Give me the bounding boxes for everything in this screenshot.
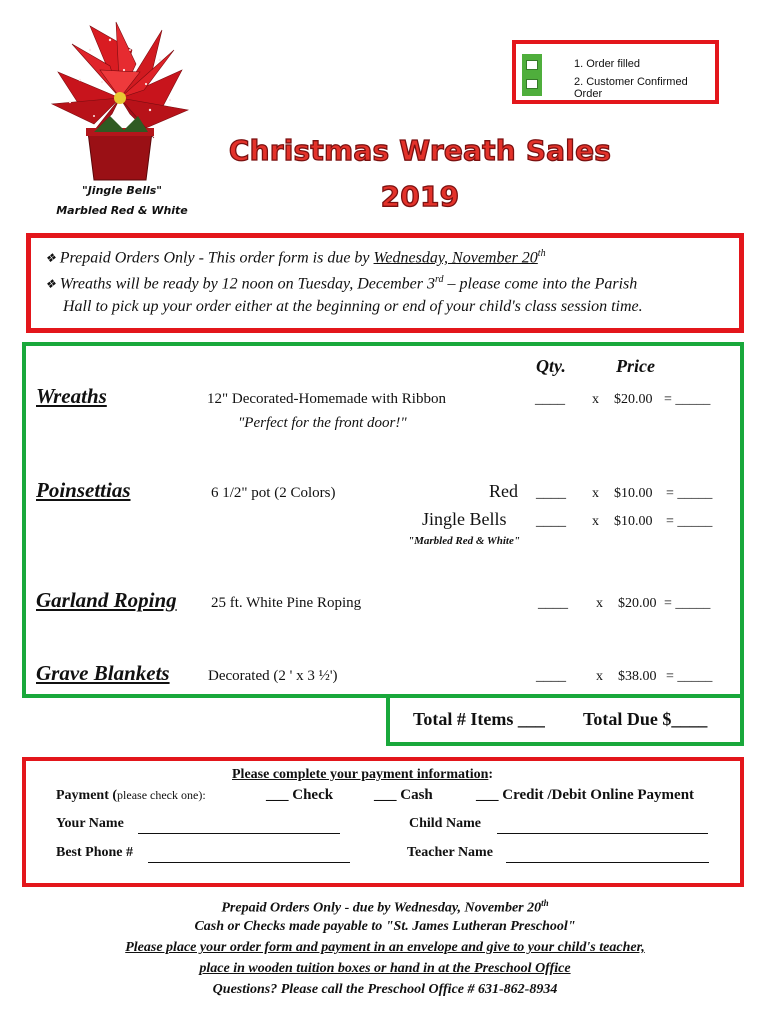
- poinsettias-jingle-times: x: [592, 514, 599, 529]
- garland-price: $20.00: [618, 596, 657, 611]
- footer-line3: Please place your order form and payment in an envelope and give to your child's teacher,: [125, 940, 645, 955]
- best-phone-label: Best Phone #: [56, 845, 133, 860]
- qty-header: Qty.: [536, 356, 566, 376]
- grave-total-field[interactable]: = _____: [666, 669, 713, 684]
- poinsettias-note: "Marbled Red & White": [408, 535, 520, 547]
- footer-line4: place in wooden tuition boxes or hand in at the Preschool Office: [199, 961, 571, 976]
- child-name-field[interactable]: [497, 816, 708, 834]
- garland-total-field[interactable]: = _____: [664, 596, 711, 611]
- footer-line1: [0, 898, 770, 917]
- plant-caption-line1: "Jingle Bells": [81, 184, 163, 197]
- poinsettias-jingle-qty-field[interactable]: ____: [536, 513, 566, 529]
- garland-qty-field[interactable]: ____: [538, 595, 568, 611]
- page-title: Christmas Wreath Sales: [228, 134, 612, 167]
- wreaths-price: $20.00: [614, 392, 653, 407]
- your-name-field[interactable]: [138, 816, 340, 834]
- poinsettias-jingle-price: $10.00: [614, 514, 653, 529]
- office-checklist-box: [512, 40, 719, 104]
- poinsettias-red-label: Red: [489, 481, 518, 501]
- info-pickup-text: Hall to pick up your order either at the beginning or end of your child's class session time: [63, 298, 639, 315]
- info-due-sup: th: [537, 248, 546, 259]
- grave-qty-field[interactable]: ____: [536, 668, 566, 684]
- diamond-bullet-icon: ❖: [45, 277, 56, 292]
- info-ready-text: Wreaths will be ready by 12 noon on Tuesday, December 3: [59, 275, 435, 293]
- poinsettias-description: 6 1/2" pot (2 Colors): [211, 485, 336, 501]
- poinsettias-red-total-field[interactable]: = _____: [666, 486, 713, 501]
- poinsettias-red-times: x: [592, 486, 599, 501]
- info-due-date: Wednesday, November 20: [373, 249, 538, 267]
- checklist-item-order-filled: 1. Order filled: [574, 58, 641, 70]
- payment-heading: [232, 767, 493, 783]
- checkbox-group: [522, 54, 542, 96]
- garland-times: x: [596, 596, 603, 611]
- total-due-field[interactable]: Total Due $____: [583, 709, 708, 729]
- product-grave-blankets: Grave Blankets: [36, 661, 170, 685]
- wreaths-description: 12" Decorated-Homemade with Ribbon: [207, 391, 446, 407]
- payment-method-label: [56, 788, 206, 804]
- grave-times: x: [596, 669, 603, 684]
- garland-description: 25 ft. White Pine Roping: [211, 595, 362, 611]
- info-ready-text-b: – please come into the Parish: [443, 275, 638, 293]
- best-phone-field[interactable]: [148, 845, 350, 863]
- payment-heading-colon: :: [488, 767, 494, 782]
- footer-line5: Questions? Please call the Preschool Office # 631-862-8934: [212, 982, 558, 997]
- product-poinsettias: Poinsettias: [36, 478, 131, 502]
- plant-caption-line2: Marbled Red & White: [56, 204, 188, 217]
- customer-confirmed-checkbox[interactable]: [526, 79, 538, 89]
- info-box: [26, 233, 744, 333]
- product-wreaths: Wreaths: [36, 384, 107, 408]
- price-header: Price: [616, 356, 655, 376]
- wreaths-note: "Perfect for the front door!": [238, 415, 407, 431]
- payment-heading-text: Please complete your payment information: [232, 767, 489, 782]
- product-garland-roping: Garland Roping: [36, 588, 177, 612]
- info-line-ready: [45, 274, 637, 293]
- wreaths-times: x: [592, 392, 599, 407]
- info-line-pickup: [63, 298, 643, 316]
- teacher-name-label: Teacher Name: [407, 845, 493, 860]
- payment-method-label-text: Payment (: [56, 788, 118, 803]
- info-due-prefix: Prepaid Orders Only - This order form is due by: [59, 249, 374, 267]
- your-name-label: Your Name: [56, 816, 124, 831]
- poinsettias-jingle-total-field[interactable]: = _____: [666, 514, 713, 529]
- payment-method-paren: please check one):: [117, 788, 206, 802]
- teacher-name-field[interactable]: [506, 845, 709, 863]
- payment-online-option[interactable]: ___ Credit /Debit Online Payment: [476, 787, 695, 803]
- diamond-bullet-icon: ❖: [45, 251, 56, 266]
- footer-line1-text: Prepaid Orders Only - due by Wednesday, November 20: [221, 900, 542, 916]
- checklist-item-customer-confirmed: 2. Customer Confirmed Order: [574, 76, 688, 100]
- poinsettias-red-price: $10.00: [614, 486, 653, 501]
- total-items-field[interactable]: Total # Items ___: [413, 709, 545, 729]
- wreaths-qty-field[interactable]: ____: [535, 391, 565, 407]
- footer-line1-sup: th: [541, 898, 549, 908]
- grave-description: Decorated (2 ' x 3 ½'): [208, 668, 338, 684]
- poinsettias-red-qty-field[interactable]: ____: [536, 485, 566, 501]
- wreaths-total-field[interactable]: = _____: [664, 392, 711, 407]
- order-filled-checkbox[interactable]: [526, 60, 538, 70]
- grave-price: $38.00: [618, 669, 657, 684]
- info-pickup-end: .: [638, 298, 643, 315]
- child-name-label: Child Name: [409, 816, 481, 831]
- payment-check-option[interactable]: ___ Check: [266, 787, 334, 803]
- info-line-due: [45, 248, 546, 267]
- info-ready-sup: rd: [434, 274, 444, 285]
- poinsettias-jingle-label: Jingle Bells: [422, 509, 507, 529]
- page-title-year: 2019: [380, 180, 460, 213]
- payment-cash-option[interactable]: ___ Cash: [374, 787, 433, 803]
- footer-line2: Cash or Checks made payable to "St. James Lutheran Preschool": [194, 919, 576, 934]
